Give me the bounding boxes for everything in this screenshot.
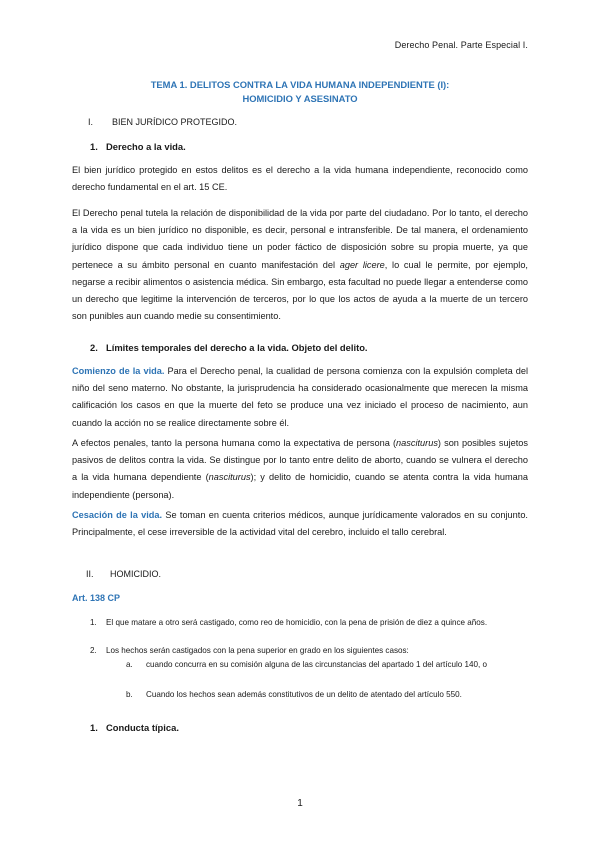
latin-term: ager licere <box>339 259 385 270</box>
subsection-number: 1. <box>90 722 98 733</box>
paragraph <box>72 363 528 432</box>
paragraph-lead: Comienzo de la vida. <box>72 366 165 376</box>
law-item-number: 2. <box>90 646 97 655</box>
law-item-text: El que matare a otro será castigado, como reo de homicidio, con la pena de prisión de diez a quince años. <box>106 618 488 627</box>
latin-term: nasciturus <box>208 472 251 483</box>
paragraph <box>72 435 528 504</box>
paragraph-text: El bien jurídico protegido en estos delitos es el derecho a la vida humana independiente, reconocido como derecho fundamental en el art. 15 CE. <box>72 165 528 193</box>
paragraph-text: , lo cual le permite, por ejemplo, negarse a recibir alimentos o asistencia médica. Sin embargo, esta facultad no puede llegar a entenderse como un derecho que legitime la intervención de terceros, por lo que los actos de ayuda a la muerte de un tercero son punibles aun cuando medie su consentimiento. <box>72 259 528 322</box>
subsection-heading <box>90 722 179 733</box>
subsection-label: Derecho a la vida. <box>106 141 186 152</box>
paragraph <box>72 162 528 196</box>
paragraph <box>72 205 528 325</box>
law-subitem-letter: a. <box>126 660 133 669</box>
paragraph-text: A efectos penales, tanto la persona humana como la expectativa de persona ( <box>72 438 397 448</box>
chapter-title-line2: HOMICIDIO Y ASESINATO <box>242 93 358 104</box>
law-subitem <box>126 659 526 685</box>
paragraph-text: Para el Derecho penal, la cualidad de persona comienza con la expulsión completa del niño del seno materno. No obstante, la jurisprudencia ha considerado ocasionalmente que merecen la misma calificación los casos en que la muerte del feto se produce una vez iniciado el proceso de nacimiento, aun cuando la acción no se realice directamente sobre él. <box>72 366 529 428</box>
law-subitem <box>126 689 526 703</box>
section-number: I. <box>88 117 94 127</box>
paragraph-text: Se toman en cuenta criterios médicos, aunque jurídicamente valorados en su conjunto. Principalmente, el cese irreversible de la actividad vital del cerebro, incluido el tallo cerebral. <box>72 510 528 538</box>
paragraph-text: ) son posibles sujetos pasivos de delitos contra la vida. Se distingue por lo tanto entre delito de aborto, cuando se vulnera el derecho a la vida humana dependiente ( <box>72 438 528 483</box>
section-label: BIEN JURÍDICO PROTEGIDO. <box>112 117 238 127</box>
paragraph <box>72 507 528 541</box>
section-number: II. <box>86 569 94 579</box>
article-reference: Art. 138 CP <box>72 593 121 603</box>
subsection-label: Límites temporales del derecho a la vida. Objeto del delito. <box>106 342 368 353</box>
paragraph-lead: Cesación de la vida. <box>72 510 163 520</box>
latin-term: nasciturus <box>396 438 438 448</box>
paragraph-text: El Derecho penal tutela la relación de disponibilidad de la vida por parte del ciudadano. Por lo tanto, el derecho a la vida es un bien jurídico no disponible, es decir, personal e intransferible. De tal manera, el ordenamiento jurídico dispone que cada individuo tiene un poder fáctico de disposición sobre su propia muerte, ya que pertenece a su ámbito personal en cuanto manifestación del <box>72 208 528 270</box>
law-subitem-letter: b. <box>126 690 133 699</box>
subsection-number: 2. <box>90 342 98 353</box>
paragraph-text: ); y delito de homicidio, cuando se atenta contra la vida humana independiente (persona). <box>72 472 528 500</box>
law-item <box>90 617 530 643</box>
subsection-heading <box>90 342 368 353</box>
chapter-title-line1: TEMA 1. DELITOS CONTRA LA VIDA HUMANA INDEPENDIENTE (I): <box>150 79 450 90</box>
law-item <box>90 645 530 659</box>
section-label: HOMICIDIO. <box>110 569 161 579</box>
law-item-text: Los hechos serán castigados con la pena superior en grado en los siguientes casos: <box>106 646 409 655</box>
law-item-number: 1. <box>90 618 97 627</box>
subsection-label: Conducta típica. <box>106 722 179 733</box>
running-header: Derecho Penal. Parte Especial I. <box>394 40 528 50</box>
page-number: 1 <box>297 798 303 809</box>
law-subitem-text: Cuando los hechos sean además constitutivos de un delito de atentado del artículo 550. <box>146 690 462 699</box>
subsection-number: 1. <box>90 141 98 152</box>
subsection-heading <box>90 141 186 152</box>
law-subitem-text: cuando concurra en su comisión alguna de las circunstancias del apartado 1 del artículo 140, o <box>146 660 488 669</box>
